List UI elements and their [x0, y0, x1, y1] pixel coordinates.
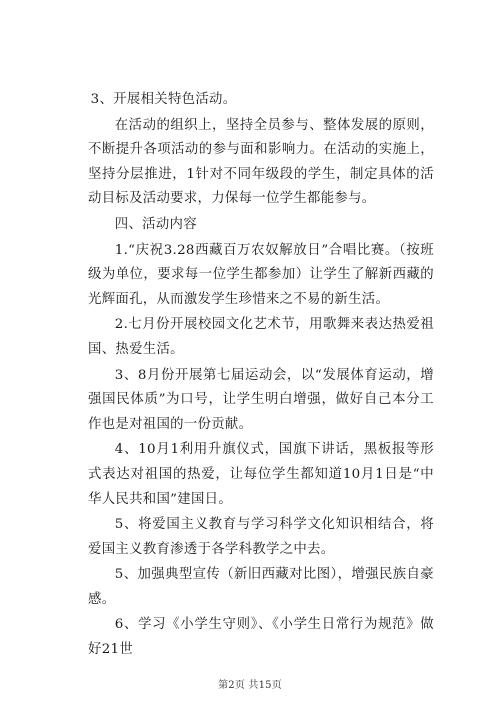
paragraph-item-4: 4、10月1利用升旗仪式，国旗下讲话，黑板报等形式表达对祖国的热爱，让每位学生都知道10月1日是“中华人民共和国”建国日。 [88, 442, 434, 507]
section-heading-activity-content: 四、活动内容 [114, 216, 197, 232]
paragraph-item-6: 6、学习《小学生守则》、《小学生日常行为规范》做好21世 [88, 617, 434, 658]
paragraph-item-2: 2.七月份开展校园文化艺术节，用歌舞来表达热爱祖国、热爱生活。 [88, 317, 434, 357]
document-body [88, 88, 434, 664]
paragraph-item-1: 1.“庆祝3.28西藏百万农奴解放日”合唱比赛。（按班级为单位，要求每一位学生都参加）让学生了解新西藏的光辉面孔，从而激发学生珍惜来之不易的新生活。 [88, 242, 434, 307]
paragraph-item-5a: 5、将爱国主义教育与学习科学文化知识相结合，将爱国主义教育渗透于各学科教学之中去。 [88, 517, 434, 557]
page-number-footer: 第2页 共15页 [218, 680, 282, 691]
paragraph-item-3: 3、8月份开展第七届运动会，以“发展体育运动，增强国民体质”为口号，让学生明白增强，做好自己本分工作也是对祖国的一份贡献。 [88, 367, 434, 432]
section-heading-special-activities: 3、开展相关特色活动。 [90, 92, 237, 107]
paragraph-item-5b: 5、加强典型宣传（新旧西藏对比图），增强民族自豪感。 [88, 567, 434, 607]
paragraph-organization: 在活动的组织上，坚持全员参与、整体发展的原则，不断提升各项活动的参与面和影响力。在活动的实施上，坚持分层推进，1针对不同年级段的学生，制定具体的活动目标及活动要求，力保每一位学生都能参与。 [88, 117, 434, 207]
